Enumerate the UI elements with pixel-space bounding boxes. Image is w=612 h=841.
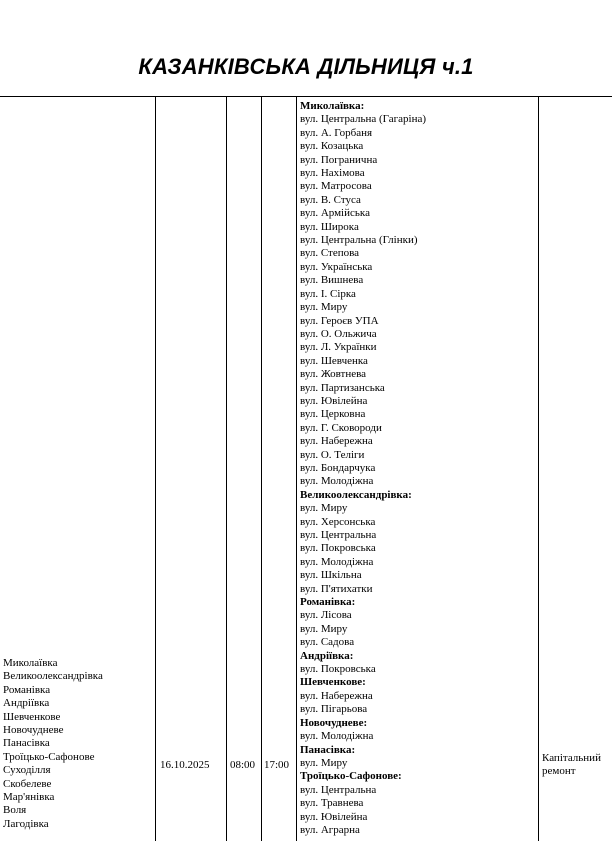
street-item: вул. А. Горбаня: [300, 126, 373, 139]
settlement-item: Новочудневе: [3, 724, 64, 737]
street-item: вул. Набережна: [300, 435, 373, 448]
streets-cell: [300, 100, 536, 837]
street-item: вул. Садова: [300, 636, 355, 649]
column-divider: [155, 97, 156, 841]
street-item: вул. Миру: [300, 502, 348, 515]
settlement-item: Воля: [3, 804, 27, 817]
column-divider: [261, 97, 262, 841]
settlement-item: Шевченкове: [3, 710, 61, 723]
village-header: Панасівка:: [300, 743, 356, 756]
street-item: вул. Набережна: [300, 689, 373, 702]
column-divider: [226, 97, 227, 841]
street-item: вул. Миру: [300, 301, 348, 314]
street-item: вул. Матросова: [300, 180, 372, 193]
street-item: вул. Жовтнева: [300, 368, 367, 381]
street-item: вул. І. Сірка: [300, 287, 356, 300]
street-item: вул. Українська: [300, 260, 373, 273]
street-item: вул. Аграрна: [300, 823, 360, 836]
street-item: вул. Молодіжна: [300, 730, 374, 743]
street-item: вул. Центральна: [300, 529, 377, 541]
street-item: вул. Ювілейна: [300, 810, 368, 823]
village-header: Великоолександрівка:: [300, 488, 412, 501]
settlement-item: Скобелеве: [3, 777, 52, 790]
settlement-item: Андріївка: [3, 697, 50, 710]
street-item: вул. Погранична: [300, 153, 378, 166]
work-type-text: Капітальний: [542, 752, 601, 764]
street-item: вул. Центральна: [300, 783, 377, 796]
street-item: вул. Партизанська: [300, 381, 385, 394]
settlement-item: Лагодівка: [3, 817, 49, 830]
start-time-cell: 08:00: [230, 759, 256, 771]
settlement-item: Романівка: [3, 683, 51, 696]
street-item: вул. Миру: [300, 622, 348, 635]
street-item: вул. О. Теліги: [300, 448, 365, 461]
street-item: вул. Херсонська: [300, 515, 376, 528]
settlement-item: Троїцько-Сафонове: [3, 750, 95, 763]
street-item: вул. В. Стуса: [300, 193, 361, 206]
street-item: вул. Покровська: [300, 663, 376, 676]
street-item: вул. Молодіжна: [300, 555, 374, 568]
street-item: вул. Покровська: [300, 542, 376, 555]
street-item: вул. Армійська: [300, 207, 370, 220]
street-item: вул. Нахімова: [300, 167, 365, 180]
column-divider: [296, 97, 297, 841]
street-item: вул. Шкільна: [300, 569, 362, 582]
village-header: Миколаївка:: [300, 100, 365, 112]
street-item: вул. Вишнева: [300, 274, 364, 287]
village-header: Новочудневе:: [300, 716, 368, 729]
street-item: вул. О. Ольжича: [300, 327, 377, 340]
street-item: вул. Пігарьова: [300, 703, 368, 716]
street-item: вул. Церковна: [300, 408, 366, 421]
outage-table: [0, 96, 612, 841]
date-cell: 16.10.2025: [160, 759, 210, 771]
settlement-item: Суходілля: [3, 764, 51, 777]
street-item: вул. Героєв УПА: [300, 314, 379, 327]
village-header: Троїцько-Сафонове:: [300, 770, 402, 783]
settlement-item: Миколаївка: [3, 657, 58, 669]
street-item: вул. Травнева: [300, 797, 364, 810]
column-divider: [538, 97, 539, 841]
street-item: вул. Г. Сковороди: [300, 421, 382, 434]
end-time-cell: 17:00: [264, 759, 290, 771]
settlement-item: Великоолександрівка: [3, 670, 103, 683]
street-item: вул. Лісова: [300, 609, 352, 622]
settlement-item: Мар'янівка: [3, 791, 55, 804]
street-item: вул. Центральна (Глінки): [300, 234, 418, 247]
village-header: Романівка:: [300, 596, 356, 609]
street-item: вул. Козацька: [300, 140, 364, 153]
street-item: вул. Ювілейна: [300, 394, 368, 407]
street-item: вул. Широка: [300, 220, 359, 233]
village-header: Шевченкове:: [300, 676, 366, 689]
street-item: вул. Шевченка: [300, 354, 368, 367]
street-item: вул. Центральна (Гагаріна): [300, 113, 426, 126]
settlements-cell: [3, 657, 153, 831]
street-item: вул. Молодіжна: [300, 475, 374, 488]
page-title: КАЗАНКІВСЬКА ДІЛЬНИЦЯ ч.1: [138, 54, 474, 79]
settlement-item: Панасівка: [3, 737, 50, 750]
village-header: Андріївка:: [300, 649, 354, 662]
street-item: вул. Степова: [300, 247, 360, 260]
street-item: вул. П'ятихатки: [300, 582, 373, 595]
street-item: вул. Бондарчука: [300, 461, 376, 474]
work-type-cell: [542, 752, 610, 779]
street-item: вул. Миру: [300, 756, 348, 769]
street-item: вул. Л. Українки: [300, 341, 377, 354]
work-type-text: ремонт: [542, 765, 576, 778]
